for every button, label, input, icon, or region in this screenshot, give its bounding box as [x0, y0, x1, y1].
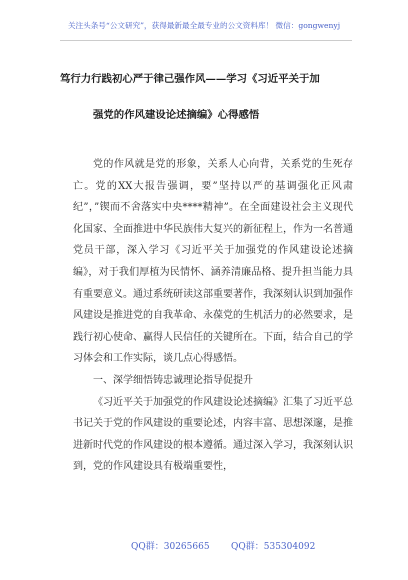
document-title-line-1: 笃行力行践初心严于律己强作风——学习《习近平关于加 [60, 73, 320, 85]
footer [0, 539, 408, 553]
document-body [73, 154, 353, 478]
section-heading-1: 一、深学细悟铸忠诚理论指导促提升 [93, 374, 253, 386]
header-banner: 关注头条号“公文研究”，获得最新最全最专业的公文资料库！ 微信：gongwenyj [67, 21, 341, 30]
body-paragraph-intro: 党的作风就是党的形象，关系人心向背，关系党的生死存亡。党的XX大报告强调，要”坚持以严的基调强化正风肃纪”，”锲而不舍落实中央****精神”。在全面建设社会主义现代化国家、全面推进中华民族伟大复兴的新征程上，作为一名普通党员干部，深入学习《习近平关于加强党的作风建设论述摘编》，对于我们厚植为民情怀、涵养清廉品格、提升担当能力具有重要意义。通过系统研读这部重要著作，我深刻认识到加强作风建设是推进党的自我革命、永葆党的生机活力的必然要求，是践行初心使命、赢得人民信任的关键所在。下面，结合自己的学习体会和工作实际，谈几点心得感悟。 [73, 159, 353, 365]
body-paragraph-section-1: 《习近平关于加强党的作风建设论述摘编》汇集了习近平总书记关于党的作风建设的重要论述，内容丰富、思想深邃，是推进新时代党的作风建设的根本遵循。通过深入学习，我深刻认识到，党的作风建设具有极端重要性， [73, 396, 353, 473]
document-title-line-2: 强党的作风建设论述摘编》心得感悟 [93, 109, 260, 121]
header-divider [60, 40, 352, 41]
footer-qq-group-2: QQ群：535304092 [231, 542, 316, 552]
footer-qq-group-1: QQ群：30265665 [131, 542, 210, 552]
